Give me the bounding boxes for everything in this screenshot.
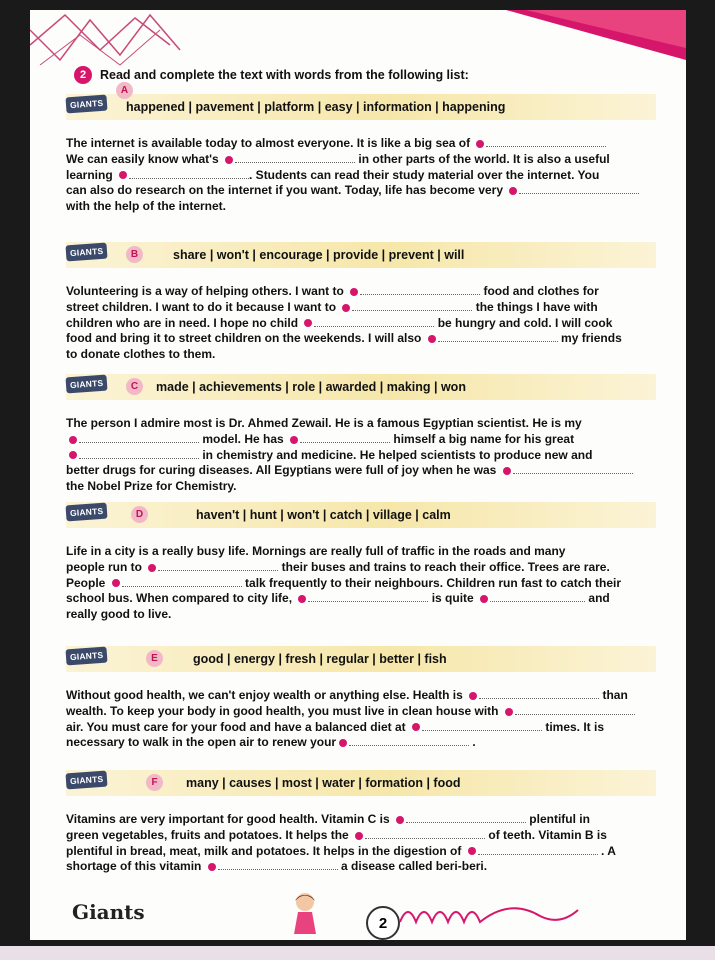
paragraph: [66, 284, 656, 363]
paragraph-line: [66, 735, 648, 751]
paragraph-text: than: [599, 688, 628, 702]
word-list-bar: [66, 374, 656, 400]
paragraph-line: [66, 463, 648, 479]
exercise-heading: [74, 66, 469, 84]
paragraph-line: [66, 688, 648, 704]
giants-logo-tag: GIANTS: [65, 375, 107, 394]
word-list-bar: [66, 85, 656, 120]
exercise-instruction: Read and complete the text with words from the following list:: [100, 68, 469, 82]
blank-number-4: [503, 467, 511, 475]
blank-number-3: [468, 847, 476, 855]
paragraph-line: [66, 152, 648, 168]
paragraph-text: with the help of the internet.: [66, 199, 226, 214]
section-letter-badge: F: [146, 774, 163, 791]
paragraph-text: a disease called beri-beri.: [337, 859, 488, 874]
answer-blank-3[interactable]: [422, 720, 542, 731]
blank-number-2: [290, 436, 298, 444]
answer-blank-1[interactable]: [158, 560, 278, 571]
answer-blank-1[interactable]: [479, 688, 599, 699]
paragraph: [66, 136, 656, 215]
paragraph-line: [66, 432, 648, 448]
word-list: happened | pavement | platform | easy | information | happening: [126, 100, 506, 114]
paragraph-text: of teeth. Vitamin B is: [485, 827, 607, 842]
blank-number-3: [69, 451, 77, 459]
paragraph: [66, 544, 656, 623]
paragraph: [66, 416, 656, 495]
paragraph-text: Without good health, we can't enjoy wealth or anything else. Health is: [66, 688, 467, 702]
paragraph: [66, 688, 656, 751]
answer-blank-3[interactable]: [79, 448, 199, 459]
bottom-strip: [0, 946, 715, 960]
paragraph-text: green vegetables, fruits and potatoes. It helps the: [66, 827, 353, 842]
section-c: [66, 374, 656, 495]
section-letter-badge: E: [146, 650, 163, 667]
paragraph-line: [66, 300, 648, 316]
paragraph-text: people run to: [66, 559, 146, 574]
paragraph-text: himself a big name for his great: [390, 431, 575, 446]
blank-number-1: [69, 436, 77, 444]
paragraph-text: and: [585, 591, 610, 606]
answer-blank-2[interactable]: [365, 828, 485, 839]
section-letter-badge: A: [116, 82, 133, 99]
paragraph-text: in other parts of the world. It is also a useful: [355, 151, 610, 166]
paragraph-line: [66, 720, 648, 736]
answer-blank-4[interactable]: [438, 331, 558, 342]
paragraph-line: [66, 416, 648, 432]
paragraph-line: [66, 544, 648, 560]
section-a: [66, 85, 656, 215]
answer-blank-4[interactable]: [490, 591, 585, 602]
exercise-number: 2: [74, 66, 92, 84]
paragraph-line: [66, 704, 648, 720]
paragraph-text: the Nobel Prize for Chemistry.: [66, 479, 237, 494]
paragraph-line: [66, 560, 648, 576]
answer-blank-3[interactable]: [478, 844, 598, 855]
paragraph: [66, 812, 656, 875]
blank-number-2: [505, 708, 513, 716]
worksheet-page: [30, 10, 686, 940]
paragraph-text: Volunteering is a way of helping others. I want to: [66, 284, 348, 298]
blank-number-4: [208, 863, 216, 871]
paragraph-line: [66, 331, 648, 347]
section-letter-badge: D: [131, 506, 148, 523]
word-list: many | causes | most | water | formation | food: [186, 776, 461, 790]
blank-number-1: [476, 140, 484, 148]
footer-brand: Giants: [72, 900, 145, 924]
paragraph-line: [66, 576, 648, 592]
paragraph-text: can also do research on the internet if you want. Today, life has become very: [66, 183, 507, 198]
paragraph-line: [66, 284, 648, 300]
word-list: share | won't | encourage | provide | prevent | will: [173, 248, 465, 262]
giants-logo-tag: GIANTS: [65, 647, 107, 666]
answer-blank-4[interactable]: [218, 859, 338, 870]
paragraph-text: to donate clothes to them.: [66, 347, 216, 362]
paragraph-text: street children. I want to do it because I want to: [66, 299, 340, 314]
paragraph-text: .: [469, 735, 476, 750]
paragraph-line: [66, 347, 648, 363]
paragraph-line: [66, 844, 648, 860]
page-number: 2: [366, 906, 400, 940]
paragraph-line: [66, 316, 648, 332]
giants-logo-tag: GIANTS: [65, 771, 107, 790]
giants-logo-tag: GIANTS: [65, 243, 107, 262]
answer-blank-2[interactable]: [352, 300, 472, 311]
blank-number-2: [355, 832, 363, 840]
paragraph-text: We can easily know what's: [66, 151, 223, 166]
paragraph-text: be hungry and cold. I will cook: [434, 315, 613, 330]
blank-number-3: [298, 595, 306, 603]
word-list: made | achievements | role | awarded | making | won: [156, 380, 466, 394]
paragraph-text: People: [66, 575, 109, 590]
paragraph-text: food and bring it to street children on the weekends. I will also: [66, 331, 425, 346]
word-list: good | energy | fresh | regular | better | fish: [193, 652, 447, 666]
paragraph-text: my friends: [557, 331, 622, 346]
paragraph-text: talk frequently to their neighbours. Children run fast to catch their: [241, 575, 622, 590]
answer-blank-3[interactable]: [129, 168, 249, 179]
blank-number-2: [225, 156, 233, 164]
paragraph-text: model. He has: [199, 431, 288, 446]
paragraph-line: [66, 812, 648, 828]
blank-number-4: [339, 739, 347, 747]
answer-blank-1[interactable]: [79, 432, 199, 443]
paragraph-line: [66, 591, 648, 607]
paragraph-line: [66, 448, 648, 464]
blank-number-4: [509, 187, 517, 195]
paragraph-line: [66, 607, 648, 623]
word-list: haven't | hunt | won't | catch | village | calm: [196, 508, 451, 522]
paragraph-text: Life in a city is a really busy life. Mornings are really full of traffic in the roads and many: [66, 544, 566, 558]
paragraph-text: better drugs for curing diseases. All Egyptians were full of joy when he was: [66, 463, 500, 478]
paragraph-text: The person I admire most is Dr. Ahmed Zewail. He is a famous Egyptian scientist. He is my: [66, 416, 582, 430]
answer-blank-3[interactable]: [308, 591, 428, 602]
word-list-bar: [66, 770, 656, 796]
paragraph-text: necessary to walk in the open air to renew your: [66, 735, 337, 750]
decorative-squiggle: [400, 902, 580, 928]
paragraph-line: [66, 199, 648, 215]
paragraph-line: [66, 859, 648, 875]
section-f: [66, 770, 656, 875]
giants-logo-tag: GIANTS: [65, 95, 107, 114]
section-letter-badge: C: [126, 378, 143, 395]
answer-blank-4[interactable]: [519, 183, 639, 194]
paragraph-text: the things I have with: [472, 299, 598, 314]
section-letter-badge: B: [126, 246, 143, 263]
paragraph-text: food and clothes for: [480, 284, 599, 298]
answer-blank-1[interactable]: [406, 812, 526, 823]
blank-number-3: [119, 171, 127, 179]
girl-illustration: [288, 890, 322, 934]
paragraph-text: is quite: [428, 591, 478, 606]
answer-blank-2[interactable]: [122, 576, 242, 587]
paragraph-text: learning: [66, 167, 117, 182]
giants-logo-tag: GIANTS: [65, 503, 107, 522]
blank-number-2: [112, 579, 120, 587]
paragraph-line: [66, 828, 648, 844]
paragraph-text: children who are in need. I hope no child: [66, 315, 302, 330]
paragraph-text: . Students can read their study material over the internet. You: [249, 167, 600, 182]
blank-number-2: [342, 304, 350, 312]
blank-number-3: [304, 319, 312, 327]
paragraph-text: plentiful in: [525, 812, 590, 826]
blank-number-4: [480, 595, 488, 603]
blank-number-1: [396, 816, 404, 824]
paragraph-text: in chemistry and medicine. He helped scientists to produce new and: [199, 447, 593, 462]
answer-blank-3[interactable]: [314, 316, 434, 327]
blank-number-1: [350, 288, 358, 296]
paragraph-text: shortage of this vitamin: [66, 859, 205, 874]
paragraph-text: times. It is: [541, 719, 605, 734]
blank-number-1: [469, 692, 477, 700]
blank-number-4: [428, 335, 436, 343]
paragraph-text: Vitamins are very important for good health. Vitamin C is: [66, 812, 393, 826]
paragraph-text: school bus. When compared to city life,: [66, 591, 296, 606]
word-list-bar: [66, 242, 656, 268]
answer-blank-2[interactable]: [300, 432, 390, 443]
paragraph-line: [66, 136, 648, 152]
blank-number-1: [148, 564, 156, 572]
paragraph-text: really good to live.: [66, 607, 172, 622]
paragraph-text: . A: [597, 843, 616, 858]
paragraph-text: wealth. To keep your body in good health, you must live in clean house with: [66, 703, 502, 718]
answer-blank-4[interactable]: [513, 463, 633, 474]
answer-blank-1[interactable]: [360, 284, 480, 295]
paragraph-line: [66, 168, 648, 184]
answer-blank-4[interactable]: [349, 735, 469, 746]
word-list-bar: [66, 502, 656, 528]
paragraph-text: air. You must care for your food and have a balanced diet at: [66, 719, 409, 734]
paragraph-line: [66, 183, 648, 199]
section-b: [66, 242, 656, 363]
section-d: [66, 502, 656, 623]
pink-corner-decoration: [506, 10, 686, 60]
paragraph-text: plentiful in bread, meat, milk and potatoes. It helps in the digestion of: [66, 843, 465, 858]
answer-blank-2[interactable]: [235, 152, 355, 163]
word-list-bar: [66, 646, 656, 672]
paragraph-text: their buses and trains to reach their office. Trees are rare.: [278, 559, 610, 574]
blank-number-3: [412, 723, 420, 731]
section-e: [66, 646, 656, 751]
answer-blank-2[interactable]: [515, 704, 635, 715]
paragraph-text: The internet is available today to almost everyone. It is like a big sea of: [66, 136, 474, 150]
answer-blank-1[interactable]: [486, 136, 606, 147]
decorative-lines: [30, 10, 200, 70]
paragraph-line: [66, 479, 648, 495]
